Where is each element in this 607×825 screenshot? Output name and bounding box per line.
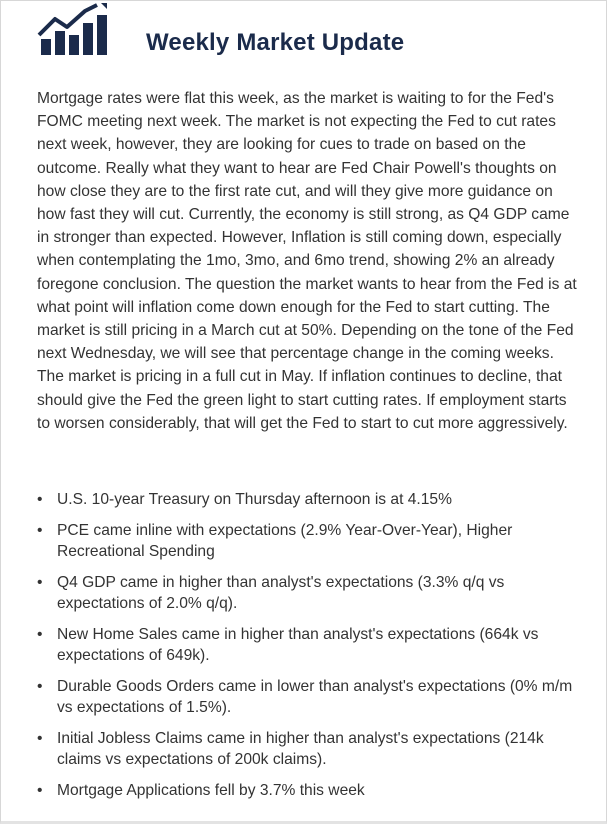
list-item-text: Initial Jobless Claims came in higher than analyst's expectations (214k claims vs expectations of 200k claims). bbox=[57, 730, 544, 768]
list-item-text: New Home Sales came in higher than analyst's expectations (664k vs expectations of 649k). bbox=[57, 626, 539, 664]
list-item bbox=[37, 520, 577, 562]
bullet-icon: • bbox=[37, 491, 43, 508]
list-item-text: Durable Goods Orders came in lower than analyst's expectations (0% m/m vs expectations of 1.5%). bbox=[57, 678, 573, 716]
bullet-icon: • bbox=[37, 626, 43, 643]
bullet-icon: • bbox=[37, 574, 43, 591]
page-title: Weekly Market Update bbox=[146, 29, 405, 56]
list-item bbox=[37, 780, 577, 801]
list-item-text: PCE came inline with expectations (2.9% Year-Over-Year), Higher Recreational Spending bbox=[57, 522, 513, 560]
list-item-text: Q4 GDP came in higher than analyst's expectations (3.3% q/q vs expectations of 2.0% q/q). bbox=[57, 574, 505, 612]
bar-chart-trend-up-icon bbox=[37, 3, 107, 55]
market-summary-paragraph: Mortgage rates were flat this week, as the market is waiting to for the Fed's FOMC meeting next week. The market is not expecting the Fed to cut rates next week, however, they are looking for cues to trade on based on the outcome. Really what they want to hear are Fed Chair Powell's thoughts on how close they are to the first rate cut, and will they give more guidance on how fast they will cut. Currently, the economy is still strong, as Q4 GDP came in stronger than expected. However, Inflation is still coming down, especially when contemplating the 1mo, 3mo, and 6mo trend, showing 2% an already foregone conclusion. The question the market wants to hear from the Fed is at what point will inflation come down enough for the Fed to start cutting. The market is still pricing in a March cut at 50%. Depending on the tone of the Fed next Wednesday, we will see that percentage change in the coming weeks. The market is pricing in a full cut in May. If inflation continues to decline, that should give the Fed the green light to start cutting rates. If employment starts to worsen considerably, that will get the Fed to start to cut more aggressively. bbox=[37, 90, 577, 432]
bullet-icon: • bbox=[37, 522, 43, 539]
list-item bbox=[37, 728, 577, 770]
list-item-text: Mortgage Applications fell by 3.7% this week bbox=[57, 782, 365, 799]
list-item bbox=[37, 572, 577, 614]
market-highlights-list bbox=[37, 489, 577, 811]
list-item bbox=[37, 676, 577, 718]
bullet-icon: • bbox=[37, 782, 43, 799]
list-item bbox=[37, 624, 577, 666]
bullet-icon: • bbox=[37, 678, 43, 695]
bullet-icon: • bbox=[37, 730, 43, 747]
list-item bbox=[37, 489, 577, 510]
list-item-text: U.S. 10-year Treasury on Thursday afternoon is at 4.15% bbox=[57, 491, 452, 508]
